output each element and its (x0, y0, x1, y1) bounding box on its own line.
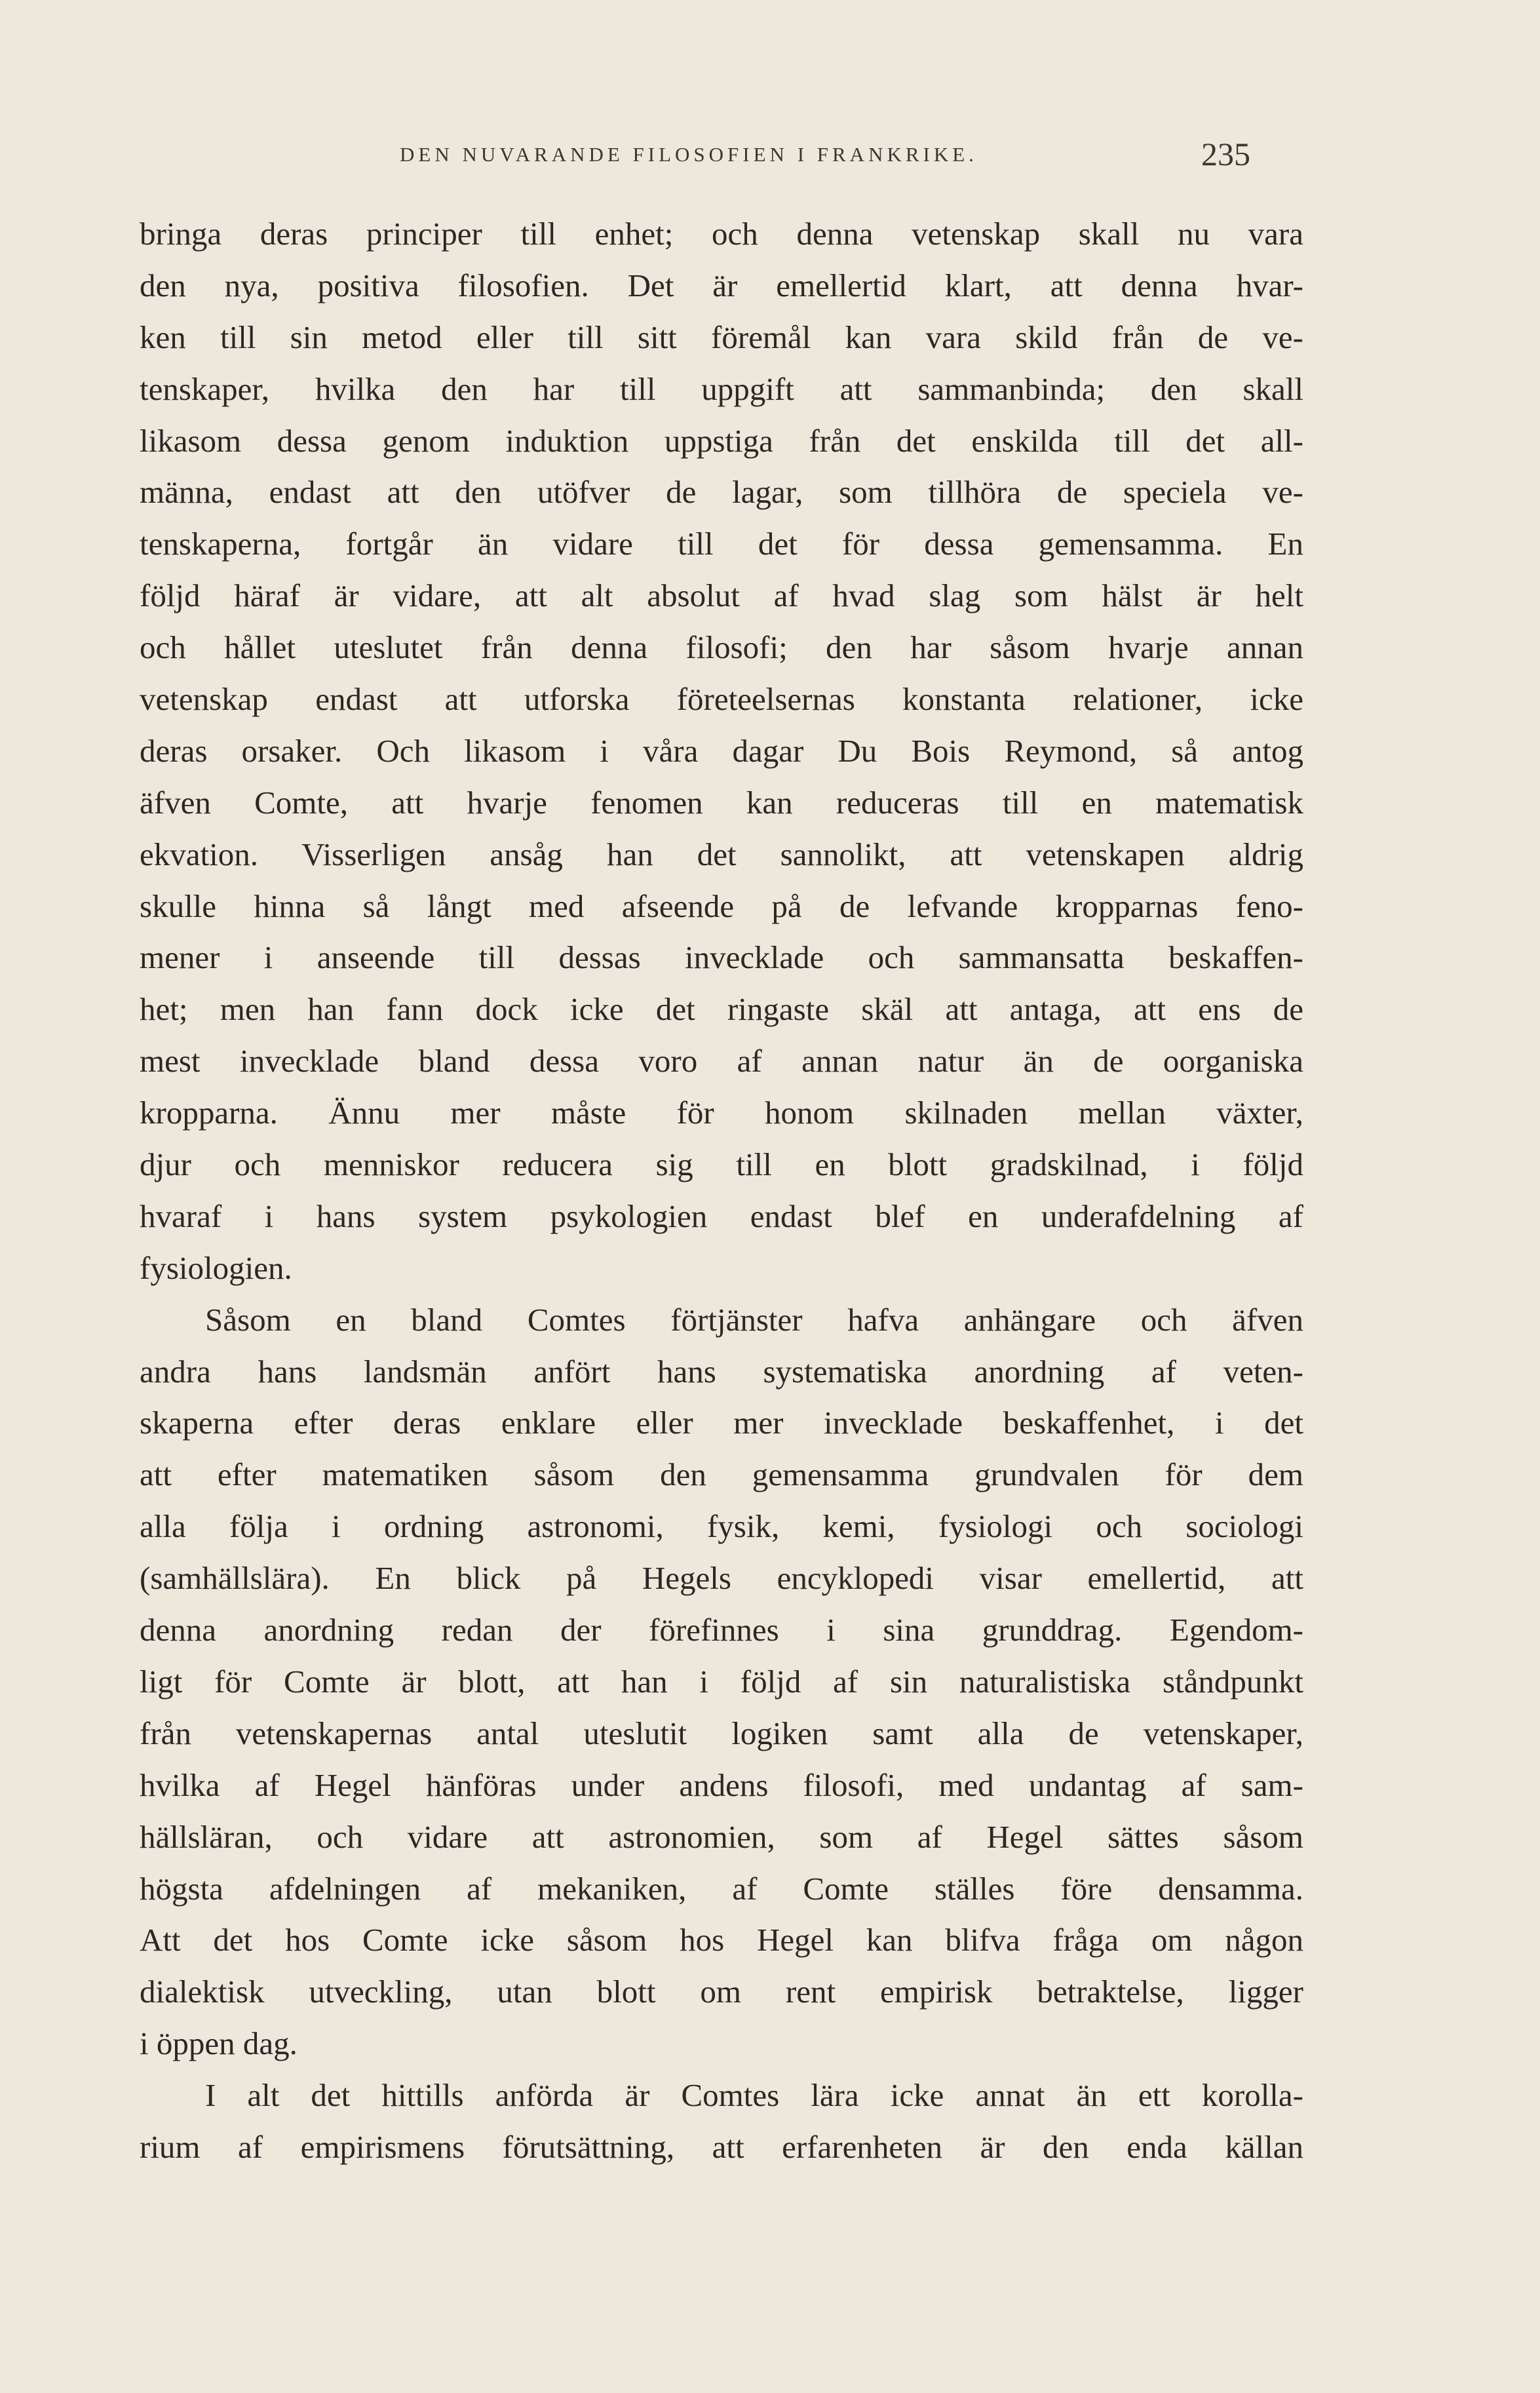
text-line: tenskaperna, fortgår än vidare till det för dessa gemensamma. En (140, 526, 1303, 562)
text-line: från vetenskapernas antal uteslutit logiken samt alla de vetenskaper, (140, 1715, 1303, 1751)
text-line: denna anordning redan der förefinnes i sina grunddrag. Egendom- (140, 1612, 1303, 1648)
text-line: Att det hos Comte icke såsom hos Hegel kan blifva fråga om någon (140, 1922, 1303, 1958)
text-line: andra hans landsmän anfört hans systematiska anordning af veten- (140, 1353, 1303, 1390)
text-line: rium af empirismens förutsättning, att erfarenheten är den enda källan (140, 2128, 1303, 2165)
text-line: likasom dessa genom induktion uppstiga från det enskilda till det all- (140, 422, 1303, 459)
text-line: den nya, positiva filosofien. Det är emellertid klart, att denna hvar- (140, 267, 1303, 303)
text-line: kropparna. Ännu mer måste för honom skilnaden mellan växter, (140, 1095, 1303, 1131)
body-text (140, 208, 1303, 2173)
text-line: hvilka af Hegel hänföras under andens filosofi, med undantag af sam- (140, 1766, 1303, 1803)
text-line: mest invecklade bland dessa voro af annan natur än de oorganiska (140, 1043, 1303, 1080)
paragraph-start-line: I alt det hittills anförda är Comtes lära icke annat än ett korolla- (205, 2077, 1303, 2114)
text-line: äfven Comte, att hvarje fenomen kan reduceras till en matematisk (140, 784, 1303, 821)
text-line: i öppen dag. (140, 2025, 298, 2062)
running-title: DEN NUVARANDE FILOSOFIEN I FRANKRIKE. (400, 143, 978, 166)
text-line: vetenskap endast att utforska företeelsernas konstanta relationer, icke (140, 681, 1303, 718)
text-line: het; men han fann dock icke det ringaste skäl att antaga, att ens de (140, 991, 1303, 1028)
text-line: alla följa i ordning astronomi, fysik, kemi, fysiologi och sociologi (140, 1508, 1303, 1545)
text-line: ligt för Comte är blott, att han i följd af sin naturalistiska ståndpunkt (140, 1663, 1303, 1700)
text-line: dialektisk utveckling, utan blott om rent empirisk betraktelse, ligger (140, 1974, 1303, 2010)
text-line: (samhällslära). En blick på Hegels encyklopedi visar emellertid, att (140, 1560, 1303, 1597)
page-number: 235 (1201, 136, 1250, 172)
text-line: skulle hinna så långt med afseende på de lefvande kropparnas feno- (140, 887, 1303, 924)
text-line: hällsläran, och vidare att astronomien, som af Hegel sättes såsom (140, 1818, 1303, 1855)
text-line: deras orsaker. Och likasom i våra dagar Du Bois Reymond, så antog (140, 732, 1303, 769)
text-line: och hållet uteslutet från denna filosofi; den har såsom hvarje annan (140, 629, 1303, 666)
text-line: hvaraf i hans system psykologien endast blef en underafdelning af (140, 1197, 1303, 1234)
text-line: fysiologien. (140, 1249, 292, 1286)
text-line: djur och menniskor reducera sig till en blott gradskilnad, i följd (140, 1146, 1303, 1183)
text-line: ken till sin metod eller till sitt föremål kan vara skild från de ve- (140, 319, 1303, 355)
text-line: ekvation. Visserligen ansåg han det sannolikt, att vetenskapen aldrig (140, 836, 1303, 872)
text-line: skaperna efter deras enklare eller mer invecklade beskaffenhet, i det (140, 1405, 1303, 1441)
text-line: högsta afdelningen af mekaniken, af Comte ställes före densamma. (140, 1870, 1303, 1907)
text-line: att efter matematiken såsom den gemensamma grundvalen för dem (140, 1456, 1303, 1493)
text-line: tenskaper, hvilka den har till uppgift att sammanbinda; den skall (140, 370, 1303, 407)
text-line: männa, endast att den utöfver de lagar, som tillhöra de speciela ve- (140, 474, 1303, 511)
paragraph-start-line: Såsom en bland Comtes förtjänster hafva anhängare och äfven (205, 1301, 1303, 1338)
text-line: följd häraf är vidare, att alt absolut af hvad slag som hälst är helt (140, 577, 1303, 614)
text-line: mener i anseende till dessas invecklade och sammansatta beskaffen- (140, 939, 1303, 976)
text-line: bringa deras principer till enhet; och denna vetenskap skall nu vara (140, 216, 1303, 252)
